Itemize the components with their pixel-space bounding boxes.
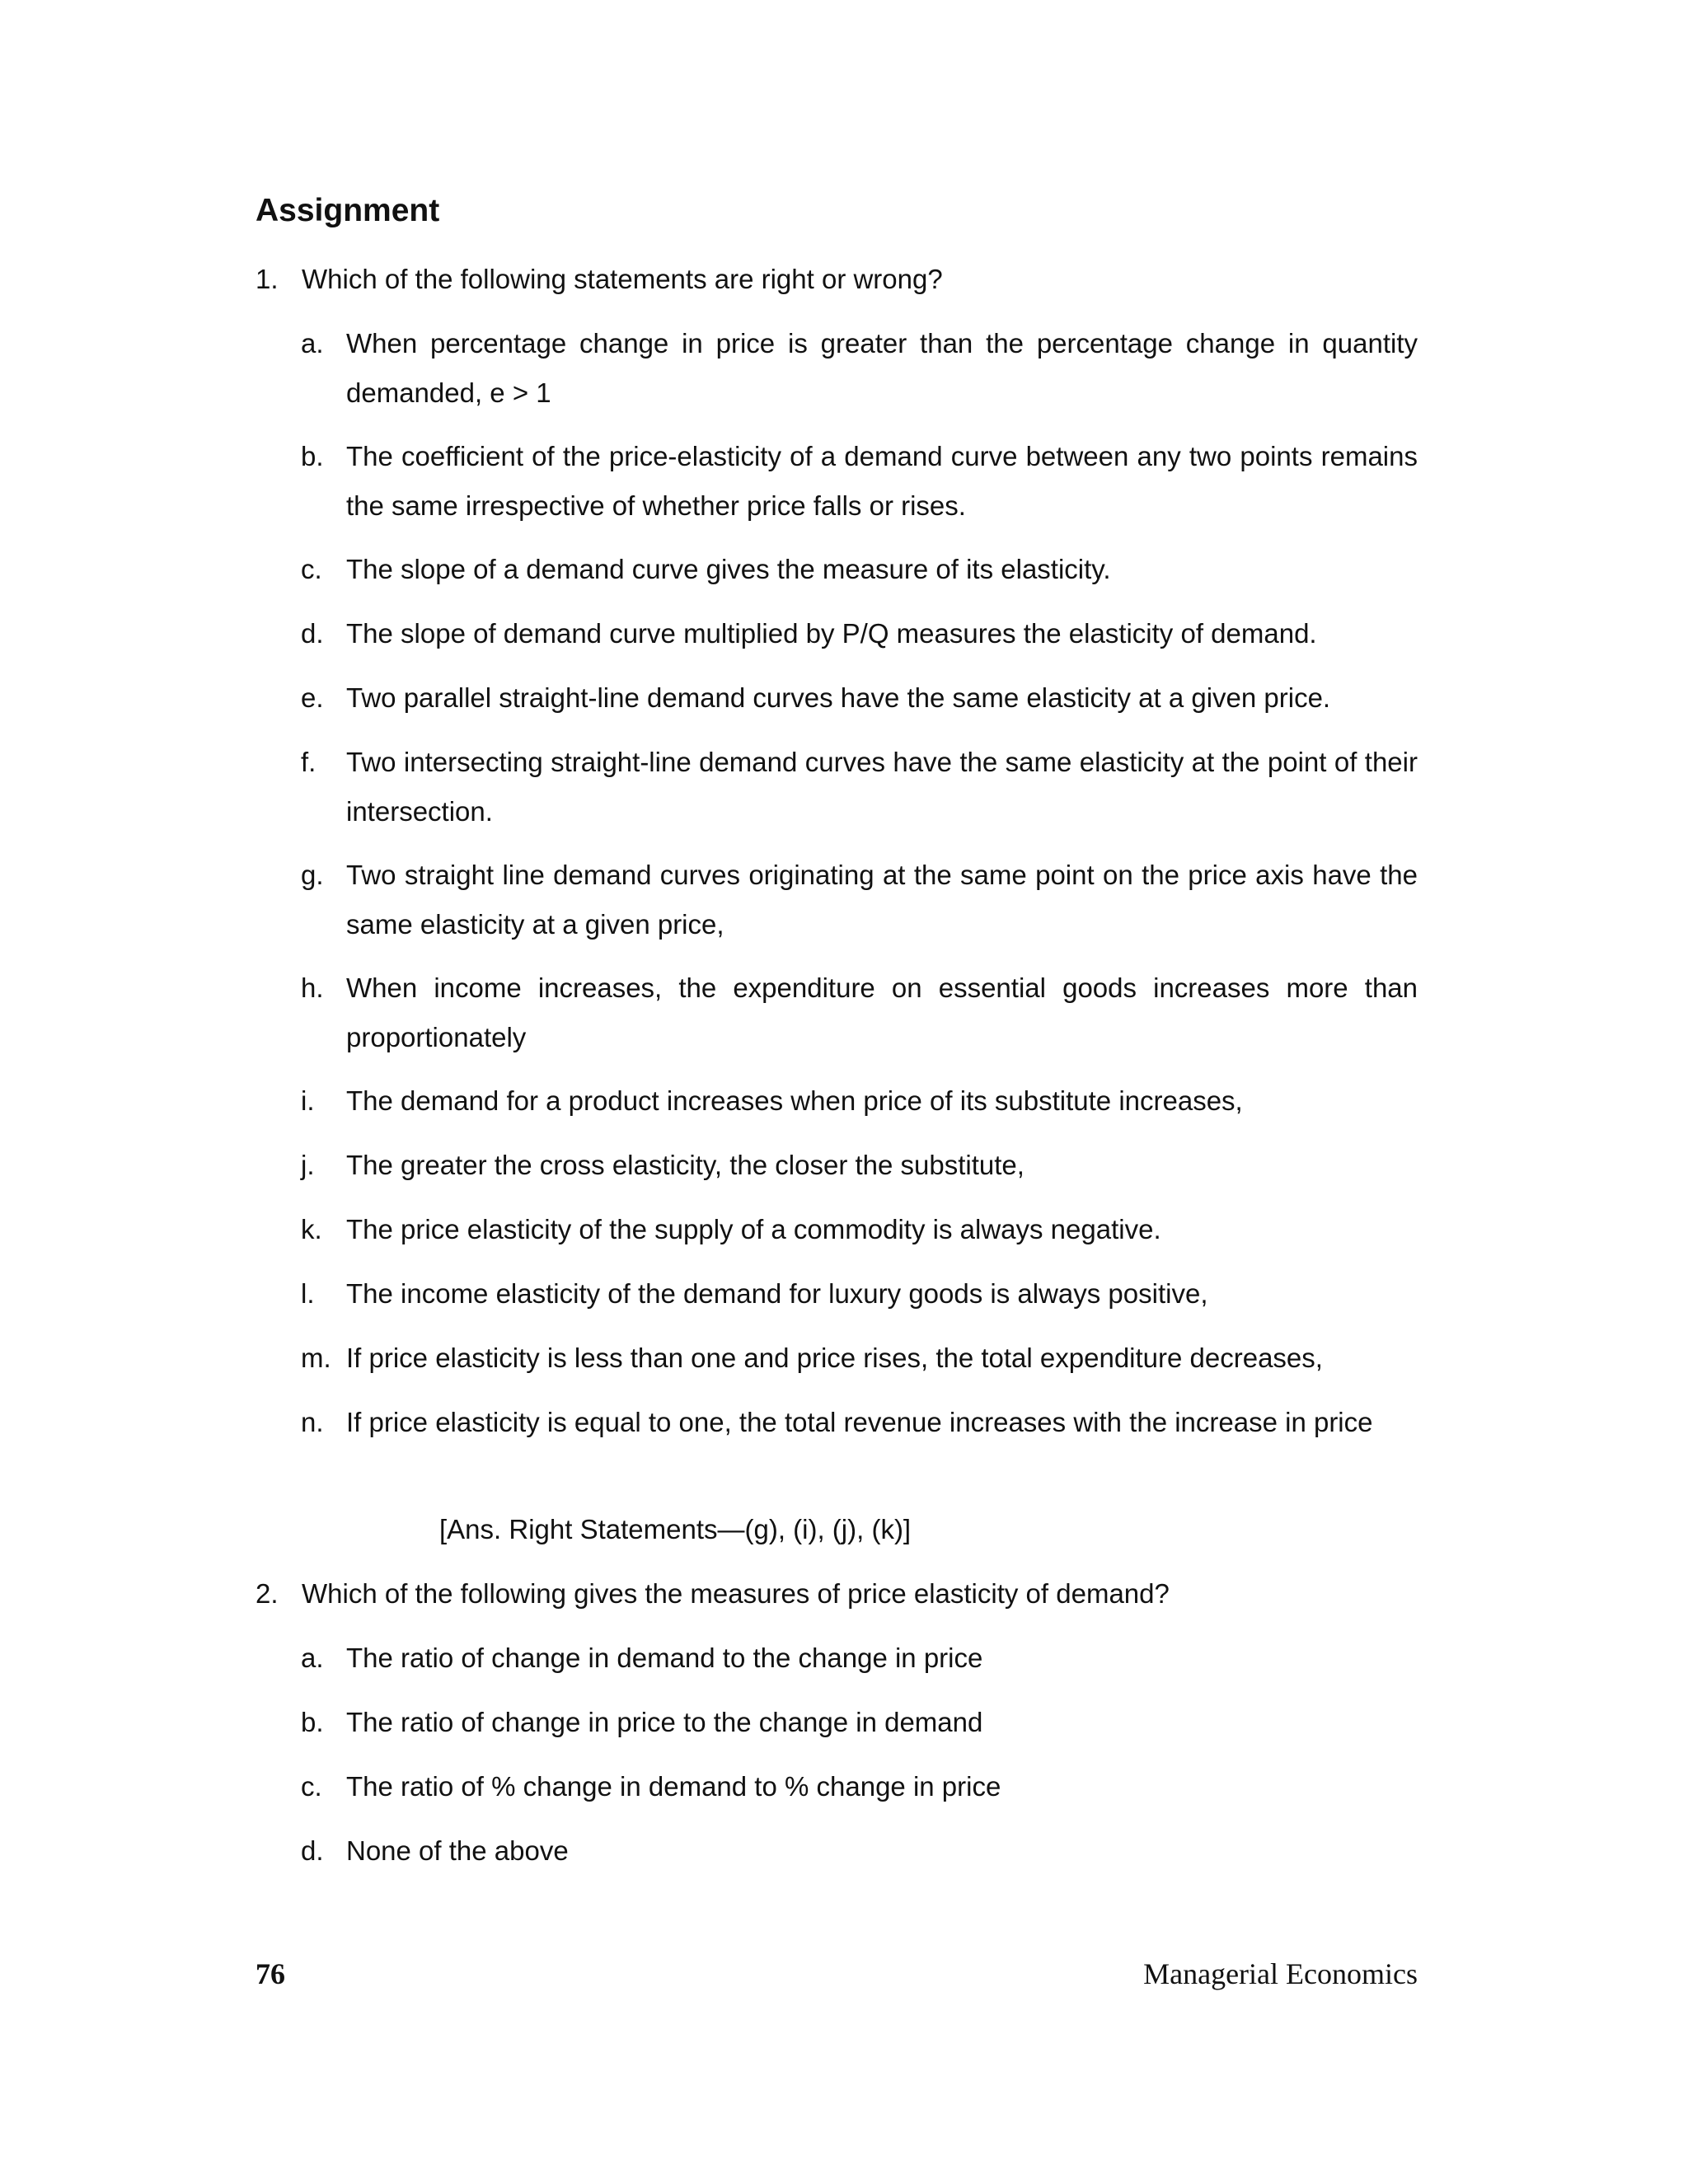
item-text: The coefficient of the price-elasticity of a demand curve between any two points remains the same irrespective of whether price falls or rises. xyxy=(346,441,1418,521)
item-letter: m. xyxy=(301,1343,331,1373)
item-letter: d. xyxy=(301,618,324,649)
item-text: Two straight line demand curves originating at the same point on the price axis have the same elasticity at a given price, xyxy=(346,860,1418,940)
item-letter: b. xyxy=(301,441,324,471)
item-text: The ratio of % change in demand to % change in price xyxy=(346,1771,1001,1802)
item-letter: j. xyxy=(301,1150,315,1180)
item-letter: b. xyxy=(301,1707,324,1737)
item-letter: a. xyxy=(301,328,324,359)
item-text: The price elasticity of the supply of a commodity is always negative. xyxy=(346,1214,1161,1244)
item-text: The ratio of change in price to the change in demand xyxy=(346,1707,983,1737)
question-text: Which of the following gives the measures of price elasticity of demand? xyxy=(302,1578,1170,1609)
item-letter: e. xyxy=(301,682,324,713)
item-text: Two intersecting straight-line demand curves have the same elasticity at the point of their intersection. xyxy=(346,747,1418,827)
item-letter: a. xyxy=(301,1643,324,1673)
question-number: 1. xyxy=(256,264,279,294)
item-letter: h. xyxy=(301,972,324,1003)
item-text: The income elasticity of the demand for luxury goods is always positive, xyxy=(346,1278,1208,1309)
item-letter: c. xyxy=(301,554,322,584)
item-text: None of the above xyxy=(346,1835,569,1866)
item-text: Two parallel straight-line demand curves have the same elasticity at a given price. xyxy=(346,682,1331,713)
item-letter: d. xyxy=(301,1835,324,1866)
question-text: Which of the following statements are right or wrong? xyxy=(302,264,943,294)
item-letter: f. xyxy=(301,747,316,777)
item-letter: c. xyxy=(301,1771,322,1802)
book-title: Managerial Economics xyxy=(1143,1957,1418,1990)
item-text: If price elasticity is equal to one, the total revenue increases with the increase in price xyxy=(346,1407,1373,1437)
item-text: The greater the cross elasticity, the closer the substitute, xyxy=(346,1150,1025,1180)
page-number: 76 xyxy=(256,1957,285,1990)
item-letter: l. xyxy=(301,1278,315,1309)
item-text: The ratio of change in demand to the change in price xyxy=(346,1643,983,1673)
item-text: The slope of a demand curve gives the measure of its elasticity. xyxy=(346,554,1111,584)
item-text: When percentage change in price is greater than the percentage change in quantity demanded, e > 1 xyxy=(346,328,1418,408)
item-letter: k. xyxy=(301,1214,322,1244)
item-text: The demand for a product increases when price of its substitute increases, xyxy=(346,1085,1243,1116)
answer-note: [Ans. Right Statements—(g), (i), (j), (k)] xyxy=(439,1514,912,1544)
section-heading: Assignment xyxy=(256,193,440,228)
item-text: The slope of demand curve multiplied by P/Q measures the elasticity of demand. xyxy=(346,618,1317,649)
item-letter: n. xyxy=(301,1407,324,1437)
item-text: When income increases, the expenditure on essential goods increases more than proportionately xyxy=(346,972,1418,1052)
item-letter: i. xyxy=(301,1085,315,1116)
item-letter: g. xyxy=(301,860,324,890)
item-text: If price elasticity is less than one and price rises, the total expenditure decreases, xyxy=(346,1343,1323,1373)
question-number: 2. xyxy=(256,1578,279,1609)
